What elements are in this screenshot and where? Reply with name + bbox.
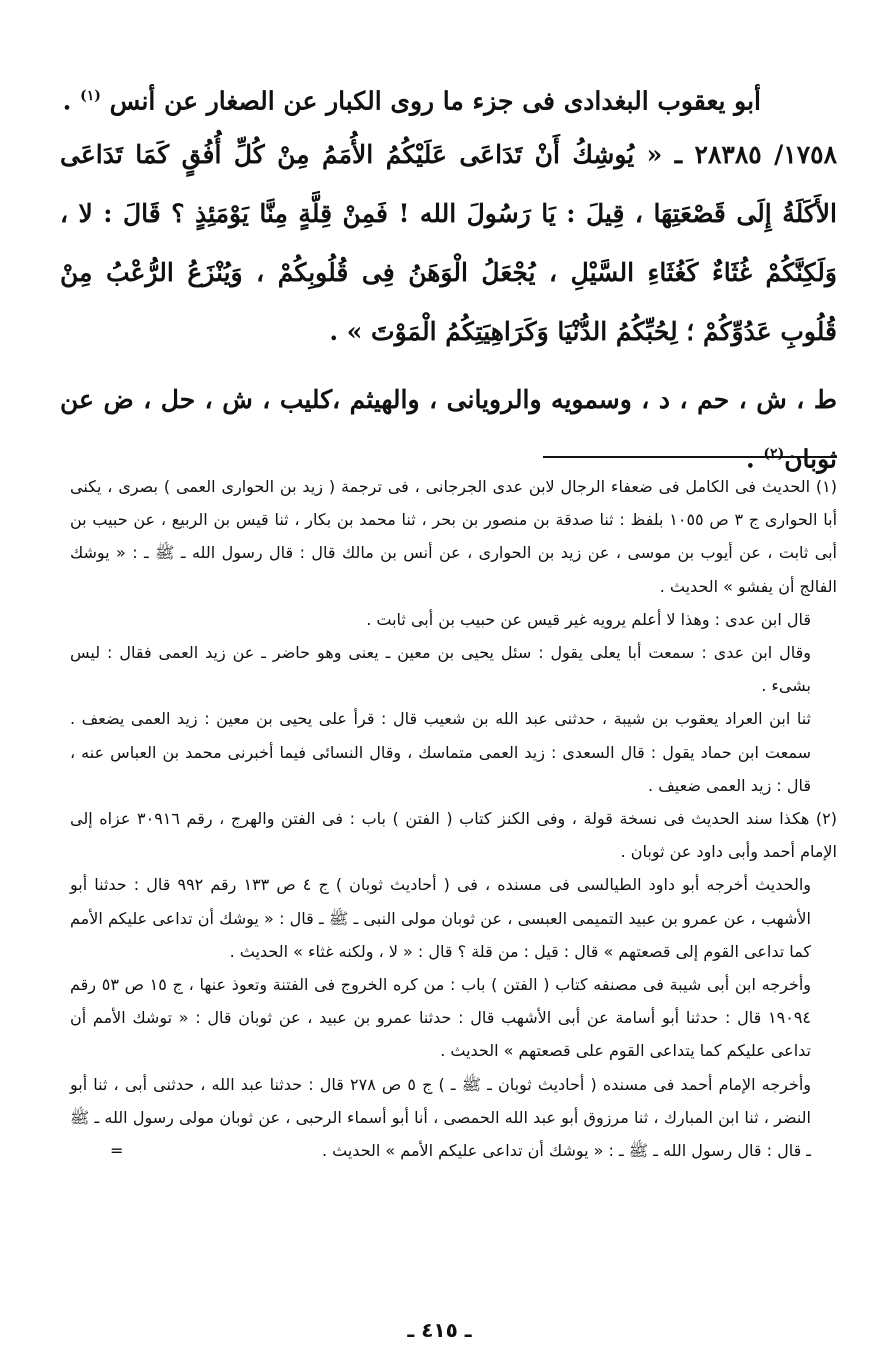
footnote-ref-2[interactable]: (٢): [763, 446, 785, 463]
footnote-ref-1[interactable]: (١): [80, 88, 101, 104]
continuation-mark: =: [110, 1141, 124, 1161]
footnote-2: (٢) هكذا سند الحديث فى نسخة قولة ، وفى الكنز كتاب ( الفتن ) باب : فى الفتن والهرج ، رقم ٣٠٩١٦ عزاه إلى الإمام أحمد وأبى داود عن ثوبان .: [70, 809, 838, 862]
main-text: [60, 72, 837, 487]
footnotes: [70, 470, 837, 1167]
footnote-2-paragraph: والحديث أخرجه أبو داود الطيالسى فى مسنده ، فى ( أحاديث ثوبان ) ج ٤ ص ١٣٣ رقم ٩٩٢ قال : حدثنا أبو الأشهب ، عن عمرو بن عبيد التميمى العبسى ، عن ثوبان مولى النبى ـ ﷺ ـ قال : « يوشك أن تداعى عليكم الأمم كما تداعى القوم إلى قصعتهم » قال : قيل : من قلة ؟ قال : « لا ، ولكنه غثاء » الحديث .: [70, 875, 812, 961]
intro-text: أبو يعقوب البغدادى فى جزء ما روى الكبار عن الصغار عن أنس: [109, 86, 761, 116]
footnote-2-paragraph: وأخرجه الإمام أحمد فى مسنده ( أحاديث ثوبان ـ ﷺ ـ ) ج ٥ ص ٢٧٨ قال : حدثنا عبد الله ، حدثنى أبى ، ثنا أبو النضر ، ثنا ابن المبارك ، ثنا مرزوق أبو عبد الله الحمصى ، أنا أبو أسماء الرحبى ، عن ثوبان مولى رسول الله ـ ﷺ ـ قال : قال رسول الله ـ ﷺ ـ : « يوشك أن تداعى عليكم الأمم » الحديث . =: [70, 1068, 837, 1168]
footnote-2-paragraph: وأخرجه ابن أبى شيبة فى مصنفه كتاب ( الفتن ) باب : من كره الخروج فى الفتنة وتعوذ عنها ، ج ١٥ ص ٥٣ رقم ١٩٠٩٤ قال : حدثنا أبو أسامة عن أبى الأشهب قال : حدثنا عمرو بن عبيد ، عن ثوبان قال : « توشك الأمم أن تداعى عليكم كما يتداعى القوم على قصعتهم » الحديث .: [70, 975, 812, 1061]
hadith-sources: ط ، ش ، حم ، د ، وسمويه والرويانى ، والهيثم ،كليب ، ش ، حل ، ض عن ثوبان$^{(٢)}$ .: [60, 385, 837, 474]
intro-line: أبو يعقوب البغدادى فى جزء ما روى الكبار عن الصغار عن أنس $^{(١)}$ .: [62, 86, 761, 116]
footnote-divider: [543, 456, 837, 458]
footnote-1-paragraph: قال ابن عدى : وهذا لا أعلم يرويه غير قيس عن حبيب بن أبى ثابت .: [366, 609, 811, 629]
sources-text: ط ، ش ، حم ، د ، وسمويه والرويانى ، والهيثم ،كليب ، ش ، حل ، ض عن ثوبان: [60, 385, 837, 474]
page-number: ـ ٤١٥ ـ: [407, 1318, 472, 1342]
footnote-1-paragraph: وقال ابن عدى : سمعت أبا يعلى يقول : سئل يحيى بن معين ـ يعنى وهو حاضر ـ عن زيد العمى فقال : ليس بشىء .: [70, 643, 811, 696]
footnote-1: (١) الحديث فى الكامل فى ضعفاء الرجال لابن عدى الجرجانى ، فى ترجمة ( زيد بن الحوارى العمى ) بصرى ، يكنى أبا الحوارى ج ٣ ص ١٠٥٥ بلفظ : ثنا صدقة بن منصور بن بحر ، ثنا محمد بن بكار ، ثنا قيس بن الربيع ، عن حبيب بن أبى ثابت ، عن أيوب بن موسى ، عن زيد بن الحوارى ، عن أنس بن مالك قال : قال رسول الله ـ ﷺ ـ : « يوشك الفالج أن يفشو » الحديث .: [70, 477, 838, 596]
hadith-text: ١٧٥٨/ ٢٨٣٨٥ ـ « يُوشِكُ أَنْ تَدَاعَى عَلَيْكُمُ الأُمَمُ مِنْ كُلِّ أُفُقٍ كَمَا تَدَاعَى الأَكَلَةُ إِلَى قَصْعَتِهَا ، قِيلَ : يَا رَسُولَ الله ! فَمِنْ قِلَّةٍ مِنَّا يَوْمَئِذٍ ؟ قَالَ : لا ، وَلَكِنَّكُمْ غُثَاءٌ كَغُثَاءِ السَّيْلِ ، يُجْعَلُ الْوَهَنُ فِى قُلُوبِكُمْ ، وَيُنْزَعُ الرُّعْبُ مِنْ قُلُوبِ عَدُوِّكُمْ ؛ لِحُبِّكُمُ الدُّنْيَا وَكَرَاهِيَتِكُمُ الْمَوْتَ » .: [60, 140, 837, 347]
footnote-1-paragraph: ثنا ابن العراد يعقوب بن شيبة ، حدثنى عبد الله بن شعيب قال : قرأ على يحيى بن معين : زيد العمى يضعف . سمعت ابن حماد يقول : قال السعدى : زيد العمى متماسك ، وقال النسائى فيما أخبرنى محمد بن العباس عنه ، قال : زيد العمى ضعيف .: [70, 709, 811, 795]
